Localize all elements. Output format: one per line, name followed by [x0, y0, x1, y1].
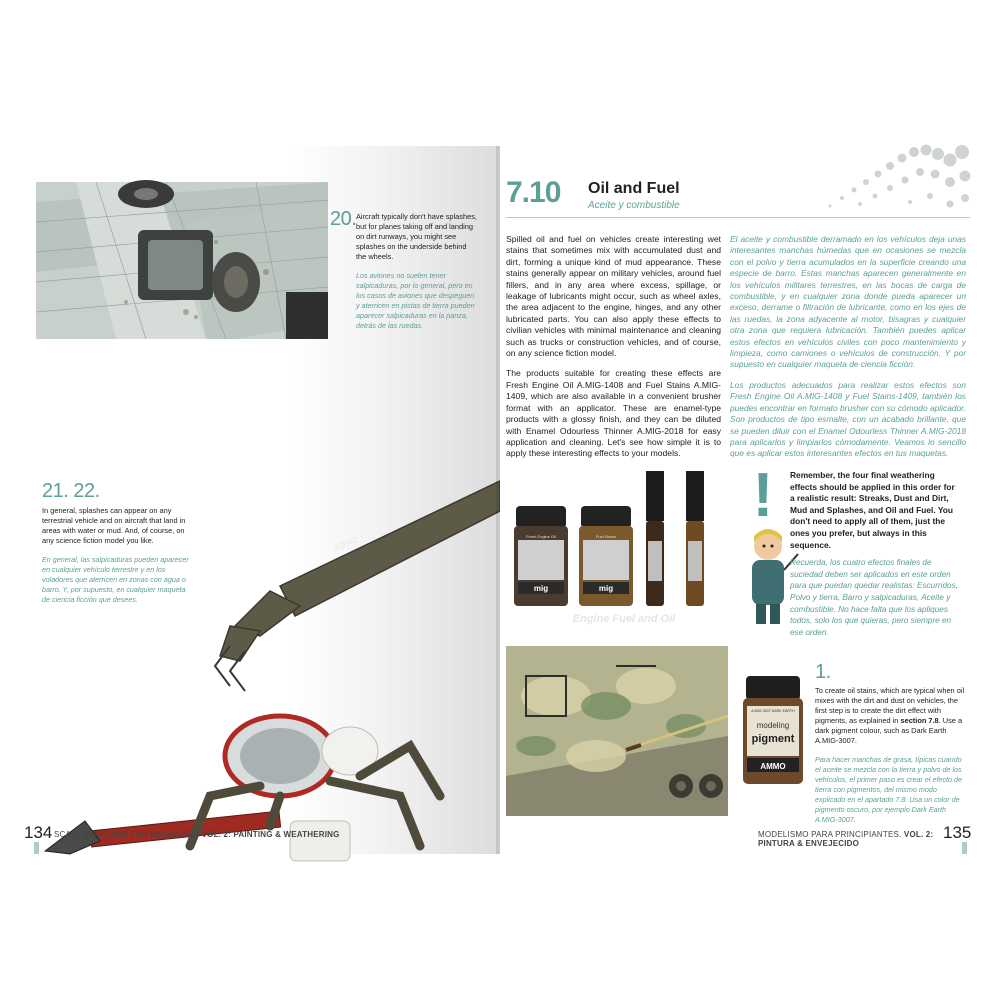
step-1-text-en-a: To create oil stains, which are typical when oil mixes with the dirt and dust on vehicles, the first step is to create the dirt effect with pigments, as explained in	[815, 686, 965, 725]
jar1-label: Fresh Engine Oil	[526, 534, 556, 539]
folio-left	[54, 830, 340, 839]
section-number: 7.10	[506, 176, 561, 209]
tip-text-en: Remember, the four final weathering effects should be applied in this order for a realistic result: Streaks, Dust and Dirt, Mud and Splashes, and Oil and Fuel. You don't need to apply all of them, just the ones you prefer, but always in this sequence.	[790, 470, 955, 550]
step-20-text	[356, 212, 478, 340]
folio-left-text: SCALE MODELING FOR BEGINNERS	[54, 830, 200, 839]
products-caption: Engine Fuel and Oil	[572, 613, 676, 625]
step-1-text-es: Para hacer manchas de grasa, típicas cuando el aceite se mezcla con la tierra y polvo de los vehículos, el primer paso es crear el efecto de tierra con pigmentos, del mismo modo explicado en el apartado 7.8. Usa un color de pigmento oscuro, por ejemplo Dark Earth A.MIG-3007.	[815, 755, 963, 824]
folio-right-bold: VOL. 2: PINTURA & ENVEJECIDO	[758, 830, 934, 848]
body-en-1: Spilled oil and fuel on vehicles create interesting wet stains that sometimes mix with accumulated dust and dirt, forming a unique kind of mud appearance. These stains generally appear on military vehicles, around fuel fillers, and in any area where excess, spillage, or leakage of lubricants might occur, such as wheel axles, the area adjacent to the engine, hinges, and any other lubricated parts. You can also apply these effects to civilian vehicles with minimal maintenance and cleaning such as trucks or construction vehicles, and of course, on any science fiction model.	[506, 234, 721, 359]
pigment-jar-icon	[738, 676, 808, 786]
jar2-label: Fuel Stains	[595, 534, 617, 539]
folio-left-bold: VOL. 2: PAINTING & WEATHERING	[201, 830, 340, 839]
products-photo	[506, 466, 742, 626]
tip-box	[790, 470, 960, 638]
step-20-text-es: Los aviones no suelen tener salpicaduras, por lo general, pero en los casos de aviones que despeguen y aterricen en pistas de tierra pueden aparecer salpicaduras en la panza, detrás de las ruedas.	[356, 271, 475, 330]
step-21-22-number: 21. 22.	[42, 480, 100, 502]
step-1-number: 1.	[815, 661, 831, 683]
body-es-1: El aceite y combustible derramado en los vehículos deja unas interesantes manchas húmedas que en ocasiones se mezcla con el polvo y tierra acumulados en la superficie creando una especie de barro. Estas manchas aparecen generalmente en los vehículos militares terrestres, en las bocas de carga de combustible, y en cualquier zona donde pueda aparecer un exceso, derrame o filtración de lubricante, como en los ejes de las ruedas, la zona adyacente al motor, bisagras y cualquier otra zona que requiera lubricación. También puedes aplicar estos efectos en vehículos civiles con poco mantenimiento y limpieza, como camiones o vehículos de construcción. Y por supuesto en cualquier maqueta de ciencia ficción.	[730, 234, 966, 370]
step-20-text-en: Aircraft typically don't have splashes, but for planes taking off and landing on dirt runways, you might see splashes on the underside behind the wheels.	[356, 212, 477, 261]
left-page	[24, 146, 500, 854]
step-1-text	[815, 686, 965, 834]
step-21-22-text	[42, 506, 192, 614]
body-column-en	[506, 234, 721, 469]
tip-text-es: Recuerda, los cuatro efectos finales de suciedad deben ser aplicados en este orden para que puedan quedar realistas: Escurridos, Polvo y tierra, Barro y salpicaduras, Aceite y combustible. No hace falta que los apliques todos, solo los que quieras, pero siempre en ese orden.	[790, 558, 958, 637]
folio-right	[758, 830, 970, 848]
jar1-brand: mig	[533, 584, 549, 593]
pigment-label-top: A.MIG-3007 DARK EARTH	[751, 709, 795, 713]
step-21-22-text-es: En general, las salpicaduras pueden aparecer en cualquier vehículo terrestre y en los voladores que aterricen en zonas con agua o barro. Y, por supuesto, en cualquier maqueta de ciencia ficción que desees.	[42, 555, 189, 604]
page-number-left: 134	[24, 823, 53, 842]
body-es-2: Los productos adecuados para realizar estos efectos son Fresh Engine Oil A.MIG-1408 y Fuel Stains-1409, también los puedes encontrar en formato brusher con su cómodo aplicador. Son productos de tipo esmalte, con un acabado brillante, que se pueden diluir con el Enamel Odourless Thinner A.MIG-2018 para aplicarlos y limpiarlos cómodamente. Veamos lo sencillo que es aplicar estos interesantes efectos en tus maquetas.	[730, 379, 966, 459]
step-1-text-en	[815, 686, 965, 746]
page-number-right: 135	[943, 823, 972, 842]
tank-pigment-photo	[506, 646, 728, 816]
step-1-text-en-b: . Use a dark pigment colour, such as Dark Earth A.MIG-3007.	[815, 716, 963, 745]
step-21-22-text-en: In general, splashes can appear on any terrestrial vehicle and on aircraft that land in areas with water or mud. And, of course, on any science fiction model you like.	[42, 506, 186, 545]
halftone-dots-decoration	[820, 146, 970, 216]
body-en-2: The products suitable for creating these effects are Fresh Engine Oil A.MIG-1408 and Fuel Stains A.MIG-1409, which are also available in a convenient brusher format with an applicator. These are enamel-type products with a glossy finish, and they can be diluted with Enamel Odourless Thinner A.MIG-2018 for easy application and cleaning. Let's see how simple it is to apply these interesting effects to your models.	[506, 368, 721, 459]
tip-exclamation-icon: !	[752, 461, 774, 530]
jar2-brand: mig	[598, 584, 614, 593]
section-rule	[506, 217, 970, 218]
pigment-label-1: modeling	[756, 721, 790, 730]
book-spread	[24, 146, 972, 854]
page-tick-right	[962, 842, 967, 854]
page-tick-left	[34, 842, 39, 854]
folio-right-text: MODELISMO PARA PRINCIPIANTES.	[758, 830, 902, 839]
right-page	[500, 146, 970, 854]
aircraft-underside-photo	[36, 182, 328, 339]
mech-serial-number: 33642	[332, 534, 359, 553]
pigment-brand: AMMO	[760, 762, 786, 771]
pigment-label-2: pigment	[751, 733, 795, 745]
section-title: Oil and Fuel	[588, 180, 680, 197]
step-20-number: 20.	[330, 208, 357, 230]
section-subtitle: Aceite y combustible	[588, 200, 680, 211]
step-1-section-ref: section 7.8	[900, 716, 939, 725]
body-column-es	[730, 234, 966, 469]
